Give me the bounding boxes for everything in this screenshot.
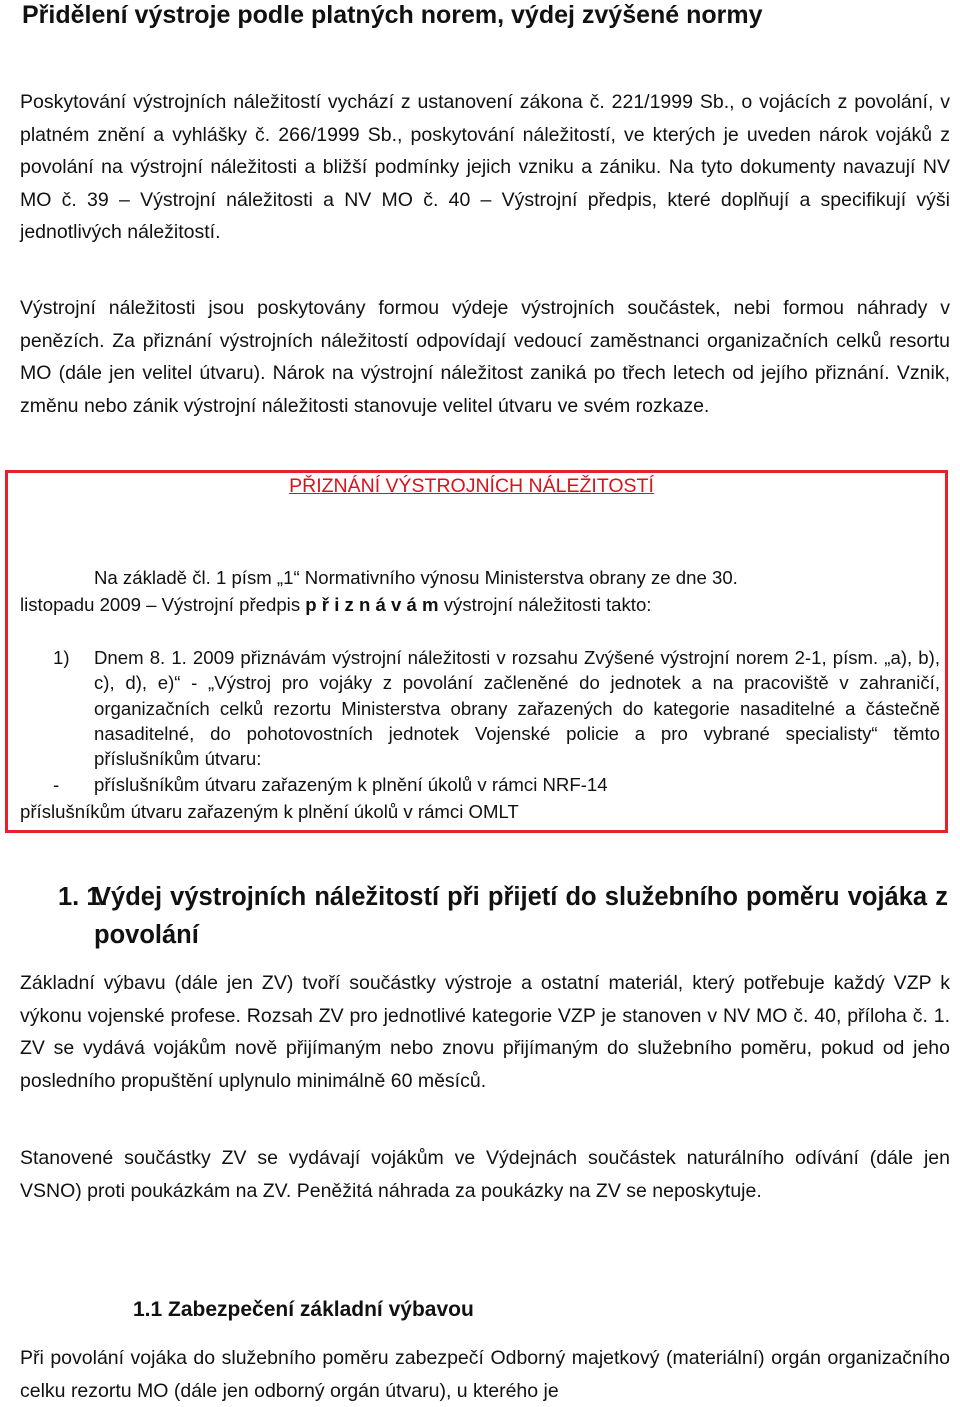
box-item-text: Dnem 8. 1. 2009 přiznávám výstrojní náležitosti v rozsahu Zvýšené výstrojní norem 2-1, písm. „a), b), c), d), e)“ - „Výstroj pro vojáky z povolání začleněné do jednotek a na pracoviště v zahraničí, organizačních celků rezortu Ministerstva obrany zařazených do kategorie nasaditelné a částečně nasaditelné, do pohotovostních jednotek Vojenské policie a pro vybrané specialisty“ těmto příslušníkům útvaru: xyxy=(94,647,940,770)
section-heading xyxy=(58,878,948,954)
subsection-heading: 1.1 Zabezpečení základní výbavou xyxy=(133,1298,474,1321)
box-line-2-bold: p ř i z n á v á m xyxy=(305,594,439,615)
box-line-1: Na základě čl. 1 písm „1“ Normativního výnosu Ministerstva obrany ze dne 30. xyxy=(94,567,738,588)
intro-paragraph-1: Poskytování výstrojních náležitostí vychází z ustanovení zákona č. 221/1999 Sb., o vojácích z povolání, v platném znění a vyhlášky č. 266/1999 Sb., poskytování náležitostí, ve kterých je uveden nárok vojáků z povolání na výstrojní náležitosti a bližší podmínky jejich vzniku a zániku. Na tyto dokumenty navazují NV MO č. 39 – Výstrojní náležitosti a NV MO č. 40 – Výstrojní předpis, které doplňují a specifikují výši jednotlivých náležitostí. xyxy=(20,91,950,243)
box-line-2-post: výstrojní náležitosti takto: xyxy=(438,594,652,615)
box-last-line: příslušníkům útvaru zařazeným k plnění úkolů v rámci OMLT xyxy=(20,801,519,822)
paragraph-vsno: Stanovené součástky ZV se vydávají vojákům ve Výdejnách součástek naturálního odívání (dále jen VSNO) proti poukázkám na ZV. Peněžitá náhrada za poukázky na ZV se neposkytuje. xyxy=(20,1147,950,1202)
box-item-number: 1) xyxy=(53,647,70,668)
page-title: Přidělení výstroje podle platných norem, výdej zvýšené normy xyxy=(22,1,763,29)
box-line-2 xyxy=(20,592,651,617)
paragraph-basic-kit: Základní výbavu (dále jen ZV) tvoří součástky výstroje a ostatní materiál, který potřebuje každý VZP k výkonu vojenské profese. Rozsah ZV pro jednotlivé kategorie VZP je stanoven v NV MO č. 40, příloha č. 1. ZV se vydává vojákům nově přijímaným nebo znovu přijímaným do služebního poměru, pokud od jeho posledního propuštění uplynulo minimálně 60 měsíců. xyxy=(20,972,950,1092)
box-dash: - xyxy=(53,774,60,795)
box-line-2-pre: listopadu 2009 – Výstrojní předpis xyxy=(20,594,306,615)
box-dash-text: příslušníkům útvaru zařazeným k plnění úkolů v rámci NRF-14 xyxy=(94,774,608,795)
section-title: Výdej výstrojních náležitostí při přijetí do služebního poměru vojáka z povolání xyxy=(94,883,948,949)
entitlement-box-heading: PŘIZNÁNÍ VÝSTROJNÍCH NÁLEŽITOSTÍ xyxy=(289,475,654,497)
intro-paragraph-2: Výstrojní náležitosti jsou poskytovány formou výdeje výstrojních součástek, nebi formou náhrady v penězích. Za přiznání výstrojních náležitostí odpovídají vedoucí zaměstnanci organizačních celků resortu MO (dále jen velitel útvaru). Nárok na výstrojní náležitost zaniká po třech letech od jejího přiznání. Vznik, změnu nebo zánik výstrojní náležitosti stanovuje velitel útvaru ve svém rozkaze. xyxy=(20,297,950,417)
paragraph-provision: Při povolání vojáka do služebního poměru zabezpečí Odborný majetkový (materiální) orgán organizačního celku rezortu MO (dále jen odborný orgán útvaru), u kterého je xyxy=(20,1347,950,1402)
section-number: 1. 1. xyxy=(58,883,108,911)
